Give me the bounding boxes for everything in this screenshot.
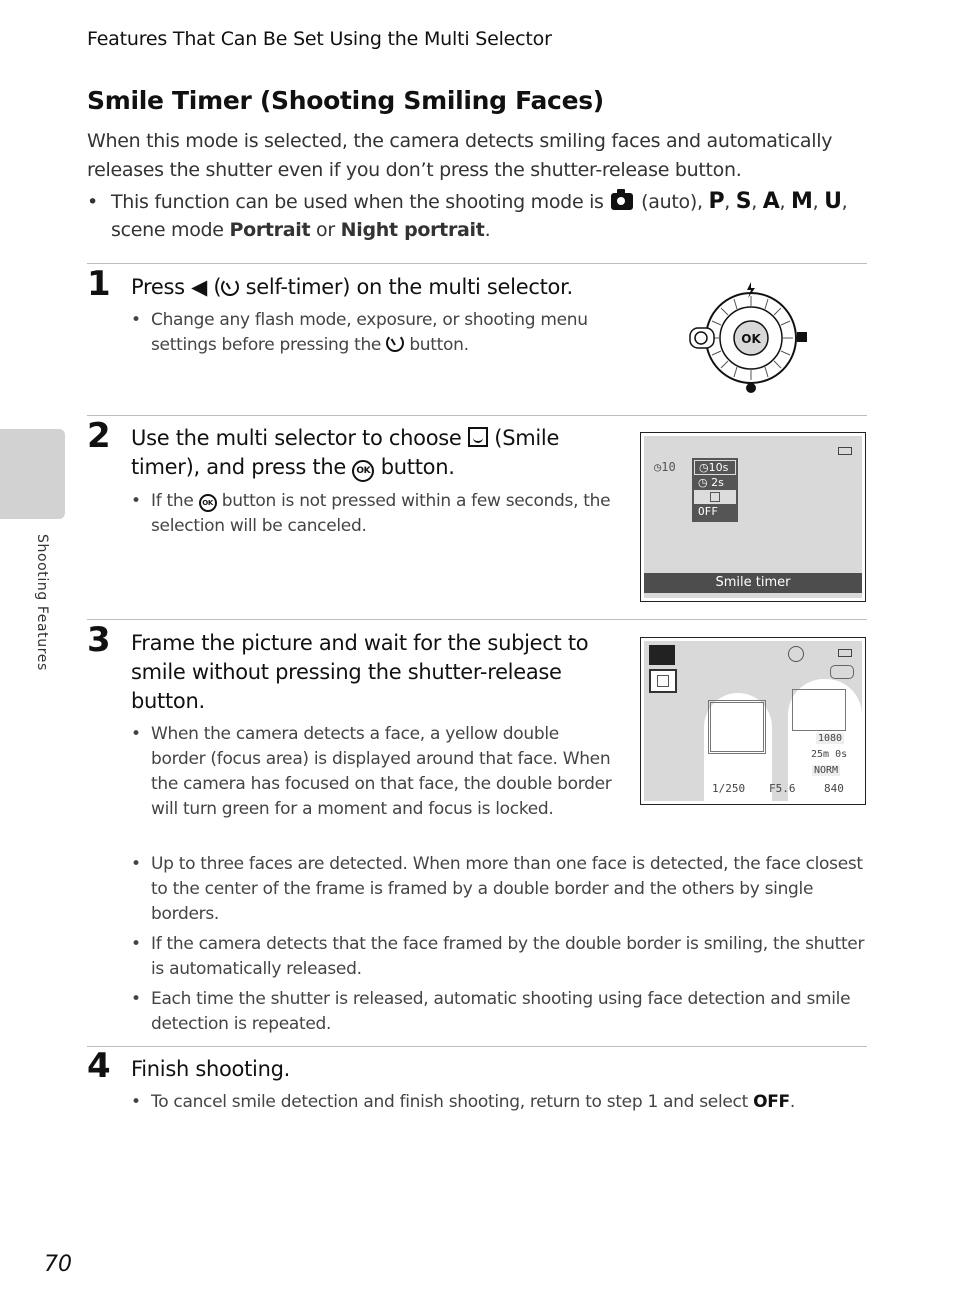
ok-button-label: OK: [741, 332, 761, 346]
step-4-bullet: • To cancel smile detection and finish shooting, return to step 1 and select OFF.: [131, 1092, 795, 1112]
ok-icon: OK: [352, 460, 374, 482]
option-2s[interactable]: ◷ 2s: [698, 476, 724, 489]
mode-note-auto: (auto),: [641, 191, 703, 213]
self-timer-icon: [386, 334, 404, 352]
image-quality: NORM: [814, 765, 839, 776]
step-3-bullet-1-text: When the camera detects a face, a yellow double border (focus area) is displayed around that face. When the camera has focused on that face, the double border will turn green for a moment and focus is locked.: [151, 724, 612, 819]
face-frame-double: [708, 700, 766, 754]
option-off[interactable]: OFF: [698, 505, 718, 518]
night-portrait-label: Night portrait: [340, 219, 485, 241]
step-2-number: 2: [87, 416, 111, 456]
smile-timer-indicator: [649, 669, 677, 693]
battery-icon: [838, 649, 852, 657]
step-1-bullet: • Change any flash mode, exposure, or shooting menu settings before pressing the button.: [131, 310, 588, 355]
exposures-remaining: 840: [824, 782, 844, 795]
smile-timer-icon: [710, 492, 720, 502]
exposure-comp-icon: [797, 332, 807, 342]
step-2-heading-b: (Smile timer), and press the: [131, 426, 560, 479]
face-frame-single: [792, 689, 846, 731]
battery-icon: [838, 447, 852, 455]
video-mode-indicator: 1080: [818, 733, 843, 744]
step-3-heading: Frame the picture and wait for the subject to smile without pressing the shutter-release button.: [131, 631, 589, 713]
self-timer-icon: [221, 278, 239, 296]
step-2-bullet-a: If the: [151, 491, 194, 511]
step-3-bullet-2: • Up to three faces are detected. When more than one face is detected, the face closest to the center of the frame is framed by a double border and the others by single borders.: [131, 854, 863, 924]
step-4-bullet-a: To cancel smile detection and finish shooting, return to step 1 and select: [151, 1092, 748, 1112]
auto-mode-icon: [611, 193, 633, 210]
current-timer-indicator: [654, 460, 676, 474]
divider: [87, 619, 867, 620]
option-10s-label: 10s: [708, 461, 729, 474]
divider: [87, 1046, 867, 1047]
step-3-bullet-2-text: Up to three faces are detected. When more than one face is detected, the face closest to the center of the frame is framed by a double border and the others by single borders.: [151, 854, 863, 924]
mode-note-prefix: This function can be used when the shooting mode is: [111, 191, 604, 213]
step-1-bullet-b: button.: [409, 335, 469, 355]
running-head: Features That Can Be Set Using the Multi Selector: [87, 28, 552, 50]
mode-note: • This function can be used when the shooting mode is (auto), P, S, A, M, U, scene mode Portrait or Night portrait.: [87, 189, 848, 241]
smile-timer-icon: [657, 675, 669, 687]
step-2-heading-a: Use the multi selector to choose: [131, 426, 462, 450]
page-number: 70: [44, 1252, 72, 1277]
section-tab: [0, 429, 65, 519]
mode-u-icon: U: [824, 189, 842, 214]
divider: [87, 415, 867, 416]
step-4-number: 4: [87, 1046, 111, 1086]
mode-m-icon: M: [791, 189, 813, 214]
menu-screen: [640, 432, 866, 602]
or-label: or: [316, 219, 335, 241]
portrait-label: Portrait: [229, 219, 311, 241]
timer-option-list: [692, 458, 738, 522]
scene-mode-label: scene mode: [111, 219, 224, 241]
step-2-heading: [131, 424, 601, 482]
shooting-screen-display: [644, 641, 862, 801]
step-1-heading: [131, 273, 651, 302]
option-10s[interactable]: ◷10s: [694, 460, 736, 475]
macro-icon: [746, 383, 756, 393]
current-timer-value: 10: [661, 460, 676, 474]
step-2-heading-c: button.: [380, 455, 455, 479]
step-3-bullet-3-text: If the camera detects that the face framed by the double border is smiling, the shutter is automatically released.: [151, 934, 865, 979]
step-3-bullet-4: • Each time the shutter is released, automatic shooting using face detection and smile detection is repeated.: [131, 989, 851, 1034]
shutter-speed: 1/250: [712, 782, 746, 795]
remaining-time: 25m 0s: [811, 749, 848, 760]
mode-a-icon: A: [762, 189, 780, 214]
step-4-heading: Finish shooting.: [131, 1057, 290, 1081]
auto-mode-icon: [649, 645, 675, 665]
step-1-heading-a: Press ◀ (: [131, 275, 222, 299]
mode-s-icon: S: [735, 189, 752, 214]
mode-p-icon: P: [708, 189, 725, 214]
shooting-screen: [640, 637, 866, 805]
blink-proof-icon: [830, 665, 854, 679]
off-label: OFF: [753, 1092, 790, 1112]
option-smile-timer[interactable]: [694, 490, 736, 504]
step-3-bullet-1: • When the camera detects a face, a yellow double border (focus area) is displayed around that face. When the camera has focused on that face, the double border will turn green for a moment and focus is locked.: [131, 724, 612, 819]
step-1-bullet-a: Change any flash mode, exposure, or shooting menu settings before pressing the: [151, 310, 588, 355]
ok-icon: OK: [199, 494, 217, 512]
menu-caption: Smile timer: [644, 573, 862, 593]
self-timer-icon: ◷: [654, 460, 662, 474]
step-3-number: 3: [87, 620, 111, 660]
divider: [87, 263, 867, 264]
step-2-bullet: • If the OK button is not pressed within a few seconds, the selection will be canceled.: [131, 491, 611, 536]
step-1-number: 1: [87, 264, 111, 304]
step-3-bullet-3: • If the camera detects that the face framed by the double border is smiling, the shutter is automatically released.: [131, 934, 865, 979]
page-title: Smile Timer (Shooting Smiling Faces): [87, 86, 604, 115]
left-press-highlight: [690, 328, 714, 348]
step-2-bullet-b: button is not pressed within a few seconds, the selection will be canceled.: [151, 491, 611, 536]
multi-selector-illustration: [684, 278, 814, 398]
option-2s-label: 2s: [711, 476, 724, 489]
intro-paragraph: When this mode is selected, the camera detects smiling faces and automatically releases the shutter even if you don’t press the shutter-release button.: [87, 130, 833, 181]
menu-screen-display: [644, 436, 862, 598]
vr-icon: [788, 646, 804, 662]
step-1-heading-b: self-timer) on the multi selector.: [239, 275, 573, 299]
section-side-label: Shooting Features: [34, 534, 50, 671]
aperture: F5.6: [769, 782, 796, 795]
step-3-bullet-4-text: Each time the shutter is released, automatic shooting using face detection and smile detection is repeated.: [151, 989, 851, 1034]
step-4-bullet-end: .: [789, 1092, 795, 1112]
smile-timer-icon: [468, 427, 488, 447]
